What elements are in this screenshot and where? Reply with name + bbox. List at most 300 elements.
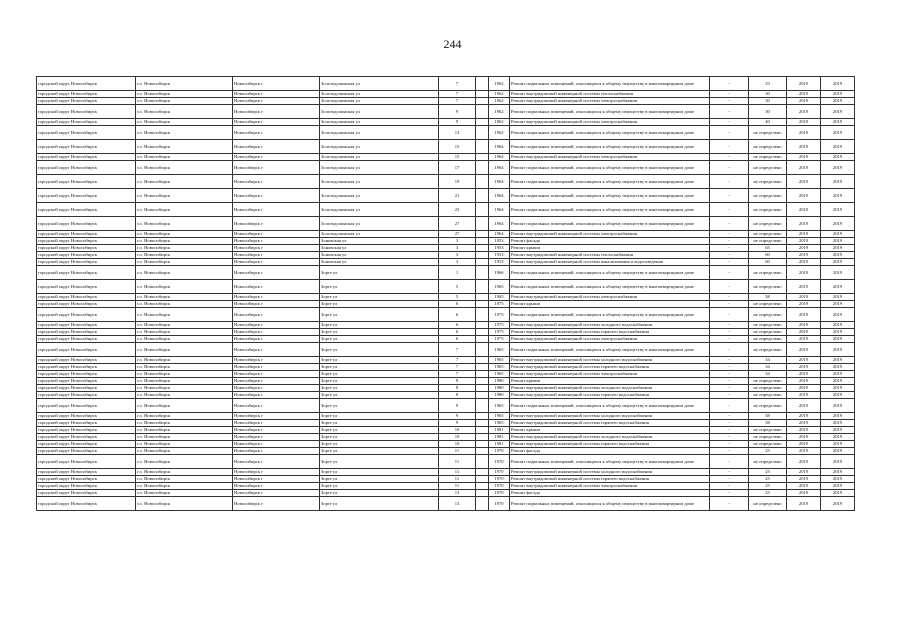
cell-municipal-district: городской округ Новосибирск	[37, 231, 136, 238]
cell-volume: не определено	[749, 217, 787, 231]
cell-locality: Новосибирск г	[233, 441, 320, 448]
cell-year-built: 1965	[489, 357, 510, 364]
cell-street: Золотодолинская ул	[320, 175, 439, 189]
cell-year-built: 1970	[489, 469, 510, 476]
cell-year-built: 1975	[489, 308, 510, 322]
cell-year-end: 2019	[821, 322, 855, 329]
cell-locality: Новосибирск г	[233, 154, 320, 161]
cell-municipality: г.о. Новосибирск	[136, 77, 233, 91]
cell-street: Золотодолинская ул	[320, 161, 439, 175]
cell-year-built: 1962	[489, 119, 510, 126]
cell-building	[476, 175, 489, 189]
table-row	[37, 77, 855, 91]
cell-volume: не определено	[749, 154, 787, 161]
cell-municipal-district: городской округ Новосибирск	[37, 238, 136, 245]
cell-year-start: 2019	[787, 364, 821, 371]
cell-municipality: г.о. Новосибирск	[136, 364, 233, 371]
cell-locality: Новосибирск г	[233, 413, 320, 420]
cell-volume: не определено	[749, 385, 787, 392]
cell-building	[476, 217, 489, 231]
cell-municipal-district: городской округ Новосибирск	[37, 91, 136, 98]
cell-unit: -	[710, 245, 749, 252]
cell-municipal-district: городской округ Новосибирск	[37, 308, 136, 322]
cell-year-start: 2019	[787, 392, 821, 399]
cell-year-start: 2019	[787, 245, 821, 252]
cell-year-end: 2019	[821, 427, 855, 434]
cell-building	[476, 322, 489, 329]
cell-unit: -	[710, 203, 749, 217]
cell-municipal-district: городской округ Новосибирск	[37, 336, 136, 343]
cell-work-type: Ремонт внутридомовой инженерной системы электроснабжения	[510, 154, 710, 161]
cell-municipality: г.о. Новосибирск	[136, 217, 233, 231]
cell-year-end: 2019	[821, 343, 855, 357]
cell-year-end: 2019	[821, 469, 855, 476]
cell-work-type: Ремонт внутридомовой инженерной системы горячего водоснабжения	[510, 329, 710, 336]
cell-year-start: 2019	[787, 497, 821, 511]
cell-municipal-district: городской округ Новосибирск	[37, 448, 136, 455]
cell-year-end: 2019	[821, 140, 855, 154]
cell-work-type: Ремонт подвальных помещений, относящихся к общему имуществу в многоквартирном доме	[510, 140, 710, 154]
cell-year-built: 1965	[489, 280, 510, 294]
cell-year-built: 1965	[489, 294, 510, 301]
cell-year-start: 2019	[787, 294, 821, 301]
cell-house-number: 8	[439, 385, 476, 392]
cell-work-type: Ремонт фасада	[510, 490, 710, 497]
cell-building	[476, 392, 489, 399]
cell-work-type: Ремонт внутридомовой инженерной системы электроснабжения	[510, 119, 710, 126]
table-row	[37, 154, 855, 161]
cell-municipal-district: городской округ Новосибирск	[37, 392, 136, 399]
cell-house-number: 19	[439, 175, 476, 189]
cell-house-number: 10	[439, 441, 476, 448]
cell-municipal-district: городской округ Новосибирск	[37, 161, 136, 175]
cell-municipal-district: городской округ Новосибирск	[37, 490, 136, 497]
cell-unit: -	[710, 420, 749, 427]
cell-volume: не определено	[749, 329, 787, 336]
cell-locality: Новосибирск г	[233, 140, 320, 154]
cell-work-type: Ремонт подвальных помещений, относящихся к общему имуществу в многоквартирном доме	[510, 189, 710, 203]
cell-locality: Новосибирск г	[233, 294, 320, 301]
cell-year-built: 1966	[489, 266, 510, 280]
cell-year-built: 1962	[489, 126, 510, 140]
cell-building	[476, 448, 489, 455]
cell-building	[476, 371, 489, 378]
cell-municipality: г.о. Новосибирск	[136, 476, 233, 483]
cell-year-start: 2019	[787, 322, 821, 329]
cell-locality: Новосибирск г	[233, 399, 320, 413]
cell-house-number: 17	[439, 161, 476, 175]
cell-house-number: 6	[439, 329, 476, 336]
cell-municipality: г.о. Новосибирск	[136, 336, 233, 343]
cell-municipal-district: городской округ Новосибирск	[37, 203, 136, 217]
cell-building	[476, 364, 489, 371]
cell-year-start: 2019	[787, 378, 821, 385]
cell-building	[476, 441, 489, 448]
cell-street: Золотодолинская ул	[320, 126, 439, 140]
cell-year-end: 2019	[821, 231, 855, 238]
cell-work-type: Ремонт внутридомовой инженерной системы электроснабжения	[510, 98, 710, 105]
cell-year-end: 2019	[821, 364, 855, 371]
cell-unit: -	[710, 161, 749, 175]
cell-year-built: 1981	[489, 434, 510, 441]
table-row	[37, 238, 855, 245]
cell-municipal-district: городской округ Новосибирск	[37, 385, 136, 392]
cell-volume: не определено	[749, 497, 787, 511]
cell-year-start: 2019	[787, 231, 821, 238]
cell-municipal-district: городской округ Новосибирск	[37, 343, 136, 357]
cell-year-start: 2019	[787, 77, 821, 91]
cell-volume: не определено	[749, 161, 787, 175]
cell-house-number: 9	[439, 399, 476, 413]
cell-building	[476, 455, 489, 469]
cell-unit: -	[710, 238, 749, 245]
cell-street: Зорге ул	[320, 483, 439, 490]
cell-building	[476, 357, 489, 364]
cell-work-type: Ремонт внутридомовой инженерной системы горячего водоснабжения	[510, 392, 710, 399]
table-row	[37, 98, 855, 105]
cell-year-built: 1980	[489, 392, 510, 399]
cell-street: Золотодолинская ул	[320, 91, 439, 98]
cell-unit: -	[710, 371, 749, 378]
cell-unit: -	[710, 427, 749, 434]
cell-house-number: 9	[439, 420, 476, 427]
table-row	[37, 399, 855, 413]
cell-year-start: 2019	[787, 308, 821, 322]
cell-municipal-district: городской округ Новосибирск	[37, 441, 136, 448]
cell-municipality: г.о. Новосибирск	[136, 483, 233, 490]
cell-municipality: г.о. Новосибирск	[136, 427, 233, 434]
cell-street: Зорге ул	[320, 322, 439, 329]
cell-year-start: 2019	[787, 371, 821, 378]
cell-municipality: г.о. Новосибирск	[136, 238, 233, 245]
cell-municipality: г.о. Новосибирск	[136, 371, 233, 378]
cell-municipality: г.о. Новосибирск	[136, 434, 233, 441]
table-row	[37, 476, 855, 483]
cell-unit: -	[710, 308, 749, 322]
cell-locality: Новосибирск г	[233, 497, 320, 511]
cell-municipal-district: городской округ Новосибирск	[37, 476, 136, 483]
cell-volume: 33	[749, 77, 787, 91]
table-row	[37, 245, 855, 252]
cell-municipality: г.о. Новосибирск	[136, 385, 233, 392]
cell-work-type: Ремонт внутридомовой инженерной системы холодного водоснабжения	[510, 357, 710, 364]
cell-street: Зорге ул	[320, 420, 439, 427]
cell-year-end: 2019	[821, 448, 855, 455]
cell-building	[476, 476, 489, 483]
cell-volume: не определено	[749, 126, 787, 140]
cell-building	[476, 301, 489, 308]
cell-year-start: 2019	[787, 140, 821, 154]
cell-year-end: 2019	[821, 161, 855, 175]
cell-unit: -	[710, 364, 749, 371]
cell-municipality: г.о. Новосибирск	[136, 301, 233, 308]
table-row	[37, 189, 855, 203]
cell-volume: не определено	[749, 238, 787, 245]
cell-work-type: Ремонт внутридомовой инженерной системы холодного водоснабжения	[510, 322, 710, 329]
table-row	[37, 378, 855, 385]
cell-street: Золотодолинская ул	[320, 217, 439, 231]
cell-unit: -	[710, 469, 749, 476]
cell-building	[476, 399, 489, 413]
cell-year-start: 2019	[787, 469, 821, 476]
cell-street: Зорге ул	[320, 427, 439, 434]
cell-unit: -	[710, 98, 749, 105]
cell-street: Золотодолинская ул	[320, 77, 439, 91]
cell-unit: -	[710, 399, 749, 413]
cell-year-end: 2019	[821, 126, 855, 140]
cell-unit: -	[710, 483, 749, 490]
cell-year-start: 2019	[787, 427, 821, 434]
cell-house-number: 11	[439, 469, 476, 476]
cell-house-number: 11	[439, 476, 476, 483]
cell-year-end: 2019	[821, 175, 855, 189]
table-body	[37, 77, 855, 511]
cell-building	[476, 259, 489, 266]
cell-building	[476, 77, 489, 91]
cell-volume: не определено	[749, 266, 787, 280]
cell-municipal-district: городской округ Новосибирск	[37, 294, 136, 301]
cell-street: Зорге ул	[320, 448, 439, 455]
cell-year-start: 2019	[787, 441, 821, 448]
cell-house-number: 8	[439, 378, 476, 385]
cell-year-built: 1970	[489, 455, 510, 469]
cell-unit: -	[710, 301, 749, 308]
cell-street: Зорге ул	[320, 329, 439, 336]
cell-unit: -	[710, 441, 749, 448]
cell-street: Зорге ул	[320, 280, 439, 294]
cell-unit: -	[710, 294, 749, 301]
cell-year-end: 2019	[821, 441, 855, 448]
cell-volume: не определено	[749, 203, 787, 217]
cell-year-end: 2019	[821, 490, 855, 497]
cell-work-type: Ремонт внутридомовой инженерной системы горячего водоснабжения	[510, 364, 710, 371]
cell-street: Зорге ул	[320, 392, 439, 399]
cell-locality: Новосибирск г	[233, 322, 320, 329]
cell-volume: 25	[749, 476, 787, 483]
cell-house-number: 3	[439, 259, 476, 266]
cell-municipality: г.о. Новосибирск	[136, 322, 233, 329]
cell-year-start: 2019	[787, 119, 821, 126]
cell-unit: -	[710, 490, 749, 497]
cell-work-type: Ремонт внутридомовой инженерной системы электроснабжения	[510, 231, 710, 238]
cell-work-type: Ремонт крыши	[510, 427, 710, 434]
cell-street: Зоновская ул	[320, 245, 439, 252]
cell-street: Зоновская ул	[320, 252, 439, 259]
cell-volume: 25	[749, 483, 787, 490]
cell-volume: не определено	[749, 427, 787, 434]
cell-work-type: Ремонт подвальных помещений, относящихся к общему имуществу в многоквартирном доме	[510, 161, 710, 175]
cell-house-number: 7	[439, 77, 476, 91]
cell-municipal-district: городской округ Новосибирск	[37, 301, 136, 308]
cell-locality: Новосибирск г	[233, 420, 320, 427]
cell-work-type: Ремонт подвальных помещений, относящихся к общему имуществу в многоквартирном доме	[510, 77, 710, 91]
cell-year-end: 2019	[821, 476, 855, 483]
cell-building	[476, 343, 489, 357]
cell-locality: Новосибирск г	[233, 189, 320, 203]
table-row	[37, 483, 855, 490]
table-row	[37, 266, 855, 280]
cell-year-end: 2019	[821, 98, 855, 105]
cell-year-built: 1962	[489, 105, 510, 119]
cell-building	[476, 308, 489, 322]
cell-locality: Новосибирск г	[233, 245, 320, 252]
cell-work-type: Ремонт внутридомовой инженерной системы горячего водоснабжения	[510, 441, 710, 448]
cell-locality: Новосибирск г	[233, 364, 320, 371]
cell-locality: Новосибирск г	[233, 427, 320, 434]
cell-municipal-district: городской округ Новосибирск	[37, 399, 136, 413]
cell-unit: -	[710, 413, 749, 420]
table-row	[37, 385, 855, 392]
cell-volume: 38	[749, 413, 787, 420]
cell-unit: -	[710, 343, 749, 357]
table-row	[37, 329, 855, 336]
cell-volume: не определено	[749, 392, 787, 399]
cell-year-end: 2019	[821, 217, 855, 231]
cell-year-start: 2019	[787, 189, 821, 203]
cell-locality: Новосибирск г	[233, 385, 320, 392]
cell-year-built: 1953	[489, 238, 510, 245]
cell-volume: 38	[749, 420, 787, 427]
cell-year-start: 2019	[787, 448, 821, 455]
cell-year-built: 1970	[489, 497, 510, 511]
cell-street: Зорге ул	[320, 308, 439, 322]
cell-locality: Новосибирск г	[233, 490, 320, 497]
cell-building	[476, 238, 489, 245]
cell-locality: Новосибирск г	[233, 483, 320, 490]
cell-year-start: 2019	[787, 385, 821, 392]
cell-unit: -	[710, 266, 749, 280]
cell-street: Золотодолинская ул	[320, 119, 439, 126]
cell-unit: -	[710, 140, 749, 154]
cell-year-end: 2019	[821, 189, 855, 203]
cell-building	[476, 427, 489, 434]
cell-building	[476, 490, 489, 497]
cell-year-start: 2019	[787, 238, 821, 245]
cell-house-number: 7	[439, 98, 476, 105]
cell-year-built: 1964	[489, 203, 510, 217]
cell-locality: Новосибирск г	[233, 308, 320, 322]
cell-volume: не определено	[749, 322, 787, 329]
cell-municipality: г.о. Новосибирск	[136, 441, 233, 448]
cell-municipal-district: городской округ Новосибирск	[37, 413, 136, 420]
cell-work-type: Ремонт подвальных помещений, относящихся к общему имуществу в многоквартирном доме	[510, 126, 710, 140]
cell-year-start: 2019	[787, 175, 821, 189]
cell-work-type: Ремонт подвальных помещений, относящихся к общему имуществу в многоквартирном доме	[510, 343, 710, 357]
repair-table-grid	[36, 76, 855, 511]
cell-year-built: 1965	[489, 413, 510, 420]
table-row	[37, 259, 855, 266]
cell-year-built: 1964	[489, 175, 510, 189]
cell-municipality: г.о. Новосибирск	[136, 399, 233, 413]
cell-locality: Новосибирск г	[233, 217, 320, 231]
cell-volume: не определено	[749, 189, 787, 203]
table-row	[37, 427, 855, 434]
cell-house-number: 9	[439, 119, 476, 126]
cell-unit: -	[710, 497, 749, 511]
cell-year-start: 2019	[787, 203, 821, 217]
cell-volume: не определено	[749, 301, 787, 308]
cell-year-end: 2019	[821, 280, 855, 294]
repair-table	[36, 76, 854, 511]
cell-locality: Новосибирск г	[233, 434, 320, 441]
cell-unit: -	[710, 189, 749, 203]
cell-year-built: 1970	[489, 448, 510, 455]
cell-year-built: 1981	[489, 427, 510, 434]
cell-year-start: 2019	[787, 343, 821, 357]
cell-work-type: Ремонт подвальных помещений, относящихся к общему имуществу в многоквартирном доме	[510, 217, 710, 231]
cell-year-built: 1980	[489, 385, 510, 392]
cell-work-type: Ремонт внутридомовой инженерной системы электроснабжения	[510, 294, 710, 301]
cell-work-type: Ремонт внутридомовой инженерной системы холодного водоснабжения	[510, 434, 710, 441]
table-row	[37, 91, 855, 98]
cell-house-number: 13	[439, 490, 476, 497]
cell-municipality: г.о. Новосибирск	[136, 294, 233, 301]
cell-year-built: 1964	[489, 140, 510, 154]
cell-unit: -	[710, 392, 749, 399]
cell-municipal-district: городской округ Новосибирск	[37, 98, 136, 105]
cell-municipal-district: городской округ Новосибирск	[37, 105, 136, 119]
cell-year-end: 2019	[821, 245, 855, 252]
cell-house-number: 3	[439, 238, 476, 245]
cell-locality: Новосибирск г	[233, 105, 320, 119]
table-row	[37, 343, 855, 357]
cell-year-end: 2019	[821, 455, 855, 469]
cell-unit: -	[710, 119, 749, 126]
cell-house-number: 10	[439, 427, 476, 434]
cell-volume: не определено	[749, 280, 787, 294]
cell-house-number: 7	[439, 364, 476, 371]
cell-work-type: Ремонт внутридомовой инженерной системы электроснабжения	[510, 371, 710, 378]
cell-municipal-district: городской округ Новосибирск	[37, 175, 136, 189]
cell-house-number: 13	[439, 497, 476, 511]
cell-year-built: 1965	[489, 364, 510, 371]
cell-year-built: 1975	[489, 301, 510, 308]
cell-house-number: 27	[439, 217, 476, 231]
cell-unit: -	[710, 259, 749, 266]
cell-year-start: 2019	[787, 266, 821, 280]
cell-volume: 40	[749, 119, 787, 126]
cell-unit: -	[710, 154, 749, 161]
cell-building	[476, 266, 489, 280]
cell-municipality: г.о. Новосибирск	[136, 413, 233, 420]
cell-work-type: Ремонт подвальных помещений, относящихся к общему имуществу в многоквартирном доме	[510, 399, 710, 413]
cell-house-number: 6	[439, 336, 476, 343]
cell-volume: не определено	[749, 399, 787, 413]
cell-street: Зорге ул	[320, 378, 439, 385]
cell-year-end: 2019	[821, 119, 855, 126]
cell-work-type: Ремонт подвальных помещений, относящихся к общему имуществу в многоквартирном доме	[510, 175, 710, 189]
cell-municipality: г.о. Новосибирск	[136, 392, 233, 399]
cell-year-built: 1980	[489, 378, 510, 385]
cell-year-end: 2019	[821, 371, 855, 378]
table-row	[37, 490, 855, 497]
cell-house-number: 15	[439, 140, 476, 154]
cell-municipal-district: городской округ Новосибирск	[37, 364, 136, 371]
cell-building	[476, 280, 489, 294]
cell-street: Золотодолинская ул	[320, 98, 439, 105]
cell-volume: 25	[749, 490, 787, 497]
cell-municipal-district: городской округ Новосибирск	[37, 189, 136, 203]
cell-locality: Новосибирск г	[233, 476, 320, 483]
cell-work-type: Ремонт внутридомовой инженерной системы горячего водоснабжения	[510, 476, 710, 483]
cell-municipality: г.о. Новосибирск	[136, 469, 233, 476]
cell-building	[476, 294, 489, 301]
cell-building	[476, 434, 489, 441]
cell-year-start: 2019	[787, 126, 821, 140]
cell-locality: Новосибирск г	[233, 77, 320, 91]
cell-work-type: Ремонт крыши	[510, 245, 710, 252]
cell-municipal-district: городской округ Новосибирск	[37, 322, 136, 329]
